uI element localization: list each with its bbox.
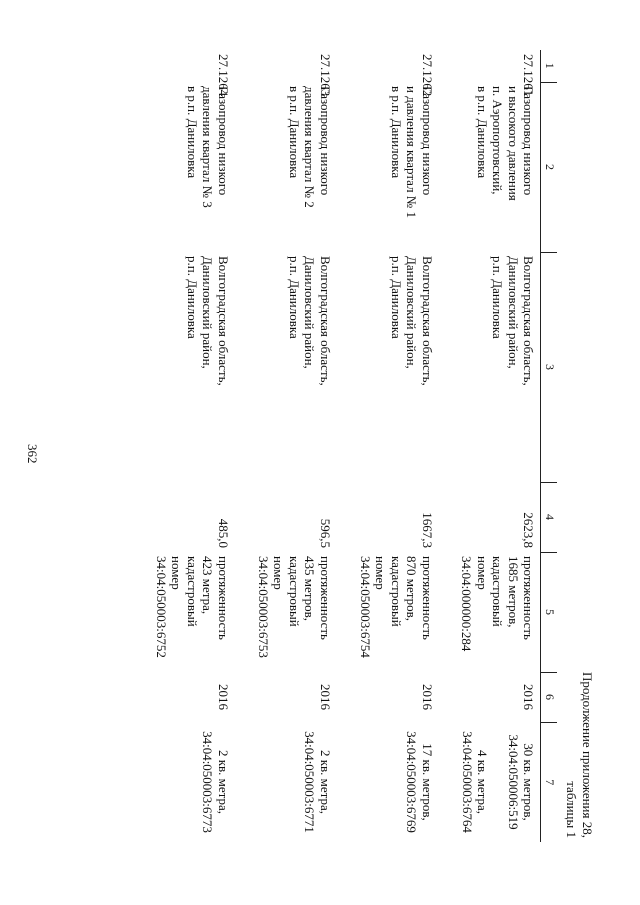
header-col-7: 7 <box>541 722 557 842</box>
object-name-line: давления квартал № 2 <box>302 86 318 208</box>
object-year: 2016 <box>521 684 537 710</box>
object-description-line: 435 метров, <box>302 556 318 621</box>
object-address-line: Даниловский район, <box>302 256 318 369</box>
object-description <box>337 552 439 672</box>
row-number: 27.1264 <box>216 54 231 97</box>
object-name <box>337 82 439 252</box>
header-col-6: 6 <box>541 672 557 722</box>
object-name-line: в р.п. Даниловка <box>389 86 404 179</box>
object-description-line: 34:04:050003:6753 <box>256 556 271 658</box>
row-number: 27.1261 <box>521 54 537 97</box>
object-name-line: в р.п. Даниловка <box>287 86 302 179</box>
object-description-line: номер <box>373 556 389 590</box>
object-name-line: Газопровод низкого <box>216 86 231 196</box>
object-name <box>235 82 337 252</box>
object-description-line: кадастровый <box>287 556 302 627</box>
object-name-line: Газопровод низкого <box>521 86 537 196</box>
object-area <box>439 722 541 842</box>
object-address <box>133 252 235 482</box>
object-name-line: и давления квартал № 1 <box>404 86 420 218</box>
header-col-5: 5 <box>541 552 557 672</box>
object-name <box>133 82 235 252</box>
table-row <box>133 50 235 842</box>
table-body <box>133 50 541 842</box>
object-description-line: номер <box>271 556 287 590</box>
object-description-line: 34:04:000000:284 <box>459 556 475 652</box>
object-address-line: р.п. Даниловка <box>389 256 404 339</box>
object-name-line: п. Аэропортовский, <box>490 86 506 195</box>
object-year: 2016 <box>318 684 333 710</box>
object-address-line: Волгоградская область, <box>521 256 537 386</box>
object-area-line: 30 кв. метров, <box>521 743 537 821</box>
table-header-row <box>541 50 557 842</box>
object-area <box>337 722 439 842</box>
object-area-line: 2 кв. метра, <box>318 749 333 815</box>
object-area-line: 17 кв. метров, <box>420 743 435 821</box>
header-col-1: 1 <box>541 50 557 82</box>
object-area-line: 2 кв. метра, <box>216 749 231 815</box>
object-description <box>439 552 541 672</box>
continuation-line-1: Продолжение приложения 28, <box>580 671 595 838</box>
object-value: 1667,3 <box>420 512 435 548</box>
object-name-line: Газопровод низкого <box>420 86 435 196</box>
object-name-line: в р.п. Даниловка <box>475 86 490 179</box>
object-description-line: 423 метра, <box>200 556 216 615</box>
object-description-line: кадастровый <box>185 556 200 627</box>
table-row <box>235 50 337 842</box>
continuation-line-2: таблицы 1 <box>564 781 579 838</box>
continuation-note <box>563 560 595 838</box>
object-value: 2623,8 <box>521 512 537 548</box>
object-area <box>133 722 235 842</box>
object-area-line: 34:04:050003:6771 <box>302 731 318 833</box>
object-description-line: протяженность <box>521 556 537 640</box>
object-address-line: Даниловский район, <box>404 256 420 369</box>
object-address-line: р.п. Даниловка <box>185 256 200 339</box>
object-area-extra-line: 4 кв. метра, <box>475 749 491 815</box>
object-address-line: Волгоградская область, <box>318 256 333 386</box>
rotated-page-content <box>115 40 615 860</box>
object-name-line: в р.п. Даниловка <box>185 86 200 179</box>
object-description-line: 870 метров, <box>404 556 420 621</box>
object-area-extra-line: 34:04:050003:6764 <box>460 731 475 833</box>
object-name-line: и высокого давления <box>506 86 521 201</box>
object-description-line: кадастровый <box>389 556 404 627</box>
object-name-line: давления квартал № 3 <box>200 86 216 208</box>
object-description-line: протяженность <box>420 556 435 640</box>
object-address <box>439 252 541 482</box>
row-number: 27.1263 <box>318 54 333 97</box>
object-description-line: протяженность <box>318 556 333 640</box>
header-col-2: 2 <box>541 82 557 252</box>
header-col-4: 4 <box>541 482 557 552</box>
object-year: 2016 <box>420 684 435 710</box>
object-address-line: р.п. Даниловка <box>287 256 302 339</box>
object-description-line: номер <box>169 556 185 590</box>
object-area-line: 34:04:050006:519 <box>506 734 521 830</box>
object-description-line: 1685 метров, <box>506 556 521 628</box>
object-name <box>439 82 541 252</box>
object-name-line: Газопровод низкого <box>318 86 333 196</box>
object-description-line: 34:04:050003:6752 <box>154 556 169 658</box>
row-number: 27.1262 <box>420 54 435 97</box>
object-description <box>133 552 235 672</box>
object-address-line: Даниловский район, <box>506 256 521 369</box>
object-address-line: р.п. Даниловка <box>490 256 506 339</box>
object-address <box>337 252 439 482</box>
object-area-line: 34:04:050003:6773 <box>200 731 216 833</box>
page-number: 362 <box>25 444 40 464</box>
table-row <box>337 50 439 842</box>
object-area-line: 34:04:050003:6769 <box>404 731 420 833</box>
object-address <box>235 252 337 482</box>
object-description-line: кадастровый <box>490 556 506 627</box>
object-address-line: Даниловский район, <box>200 256 216 369</box>
data-table <box>133 50 557 842</box>
object-description-line: протяженность <box>216 556 231 640</box>
table-row <box>439 50 541 842</box>
object-value: 485,0 <box>216 518 231 548</box>
header-col-3: 3 <box>541 252 557 482</box>
object-description <box>235 552 337 672</box>
object-address-line: Волгоградская область, <box>216 256 231 386</box>
object-value: 596,5 <box>318 518 333 548</box>
object-year: 2016 <box>216 684 231 710</box>
object-description-line: 34:04:050003:6754 <box>358 556 373 658</box>
object-area <box>235 722 337 842</box>
area-gap <box>491 726 506 838</box>
object-description-line: номер <box>475 556 490 590</box>
object-address-line: Волгоградская область, <box>420 256 435 386</box>
